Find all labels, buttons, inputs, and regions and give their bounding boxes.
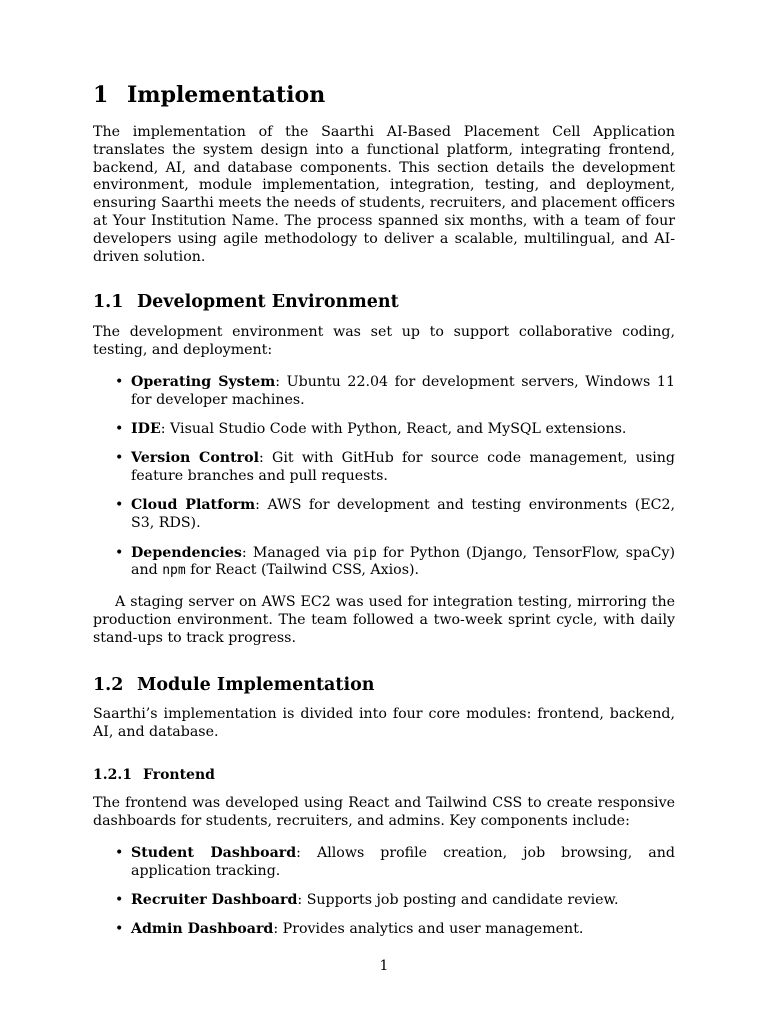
list-item-term: IDE — [131, 421, 161, 438]
section-heading — [93, 80, 325, 110]
list-item-text: : Managed via — [241, 544, 354, 561]
bullet-icon: • — [115, 497, 124, 514]
section-intro-paragraph: The implementation of the Saarthi AI-Based Placement Cell Application translates the system design into a functional platform, integrating frontend, backend, AI, and database components. This section details the development environment, module implementation, integration, testing, and deployment, ensuring Saarthi meets the needs of students, recruiters, and placement officers at Your Institution Name. The process spanned six months, with a team of four developers using agile methodology to deliver a scalable, multilingual, and AI-driven solution. — [93, 124, 675, 265]
section-title: Implementation — [127, 82, 326, 108]
list-item-text: : Supports job posting and candidate review. — [297, 892, 619, 909]
list-item — [93, 892, 675, 910]
list-item-text: : Allows profile creation, job browsing, and application tracking. — [131, 845, 675, 879]
list-item-term: Admin Dashboard — [131, 921, 274, 938]
list-item-text: : AWS for development and testing environments (EC2, S3, RDS). — [131, 497, 675, 532]
bullet-icon: • — [115, 892, 124, 909]
module-impl-intro-paragraph: Saarthi’s implementation is divided into four core modules: frontend, backend, AI, and database. — [93, 706, 675, 740]
subsection-title: Module Implementation — [137, 675, 375, 695]
subsection-number: 1.1 — [93, 292, 124, 312]
list-item — [93, 921, 675, 939]
bullet-icon: • — [115, 921, 124, 938]
list-item-text: for React (Tailwind CSS, Axios). — [185, 562, 420, 579]
frontend-list — [93, 845, 675, 939]
bullet-icon: • — [115, 544, 124, 561]
list-item-term: Version Control — [131, 450, 259, 467]
list-item-term: Recruiter Dashboard — [131, 892, 298, 909]
list-item — [93, 845, 675, 881]
list-item — [93, 374, 675, 410]
list-item-text: : Provides analytics and user management. — [273, 921, 584, 938]
frontend-intro-paragraph: The frontend was developed using React and Tailwind CSS to create responsive dashboards for students, recruiters, and admins. Key components include: — [93, 795, 675, 829]
list-item-term: Dependencies — [131, 544, 242, 561]
subsection-title: Development Environment — [137, 292, 399, 312]
bullet-icon: • — [115, 374, 124, 390]
subsubsection-number: 1.2.1 — [93, 767, 132, 783]
subsubsection-heading-frontend — [93, 765, 215, 785]
page-number: 1 — [379, 958, 389, 974]
subsection-heading-dev-env — [93, 290, 399, 314]
dev-env-intro-paragraph: The development environment was set up to support collaborative coding, testing, and deployment: — [93, 324, 675, 358]
list-item — [93, 450, 675, 486]
section-number: 1 — [93, 82, 109, 108]
bullet-icon: • — [115, 450, 124, 467]
list-item-text: : Ubuntu 22.04 for development servers, Windows 11 for developer machines. — [131, 374, 675, 408]
list-item-text: : Visual Studio Code with Python, React, and MySQL extensions. — [160, 421, 627, 438]
subsection-heading-module-impl — [93, 673, 375, 697]
list-item-term: Student Dashboard — [131, 845, 297, 861]
subsubsection-title: Frontend — [143, 767, 215, 783]
list-item-text: for Python (Django, TensorFlow, spaCy) and — [131, 544, 676, 579]
list-item-text: : Git with GitHub for source code management, using feature branches and pull requests. — [131, 450, 675, 485]
inline-code-pip: pip — [353, 545, 377, 561]
bullet-icon: • — [115, 845, 124, 861]
subsection-number: 1.2 — [93, 675, 124, 695]
list-item — [93, 421, 675, 439]
list-item — [93, 545, 675, 581]
bullet-icon: • — [115, 421, 124, 438]
list-item-term: Operating System — [131, 374, 276, 390]
list-item — [93, 497, 675, 533]
dev-env-list — [93, 374, 675, 580]
inline-code-npm: npm — [162, 563, 186, 579]
list-item-term: Cloud Platform — [131, 497, 256, 514]
dev-env-closing-paragraph: A staging server on AWS EC2 was used for integration testing, mirroring the production environment. The team followed a two-week sprint cycle, with daily stand-ups to track progress. — [93, 594, 675, 646]
